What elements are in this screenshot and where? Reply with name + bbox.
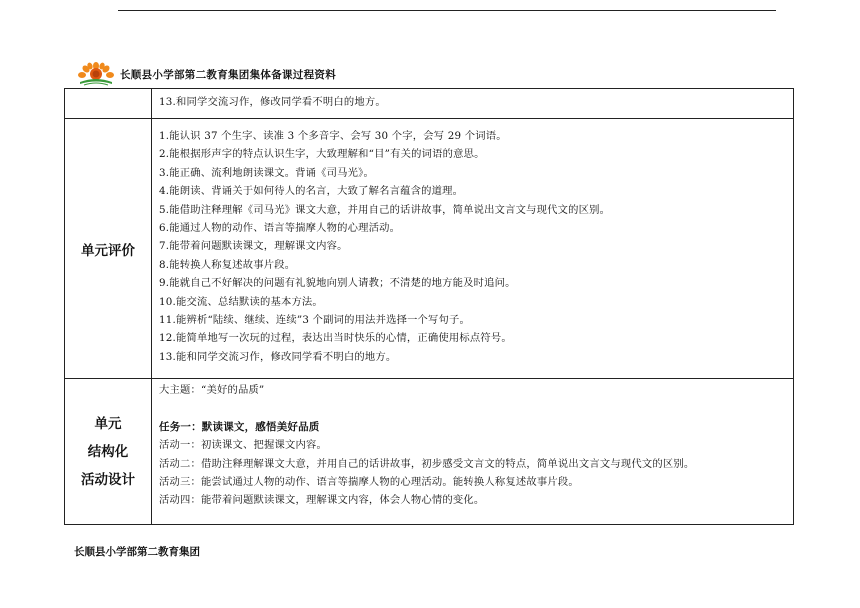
- list-item: 4.能朗读、背诵关于如何待人的名言，大致了解名言蕴含的道理。: [159, 185, 464, 198]
- list-item: 活动二：借助注释理解课文大意，并用自己的话讲故事，初步感受文言文的特点，简单说出文言文与现代文的区别。: [159, 457, 695, 470]
- unit-evaluation-content: [152, 119, 794, 379]
- list-item: 1.能认识 37 个生字、读准 3 个多音字、会写 30 个字，会写 29 个词语。: [159, 130, 507, 142]
- row-top-label: [65, 89, 152, 119]
- list-item: 3.能正确、流利地朗读课文。背诵《司马光》。: [159, 166, 375, 179]
- activity-design-label: [65, 379, 152, 525]
- header-title: 长顺县小学部第二教育集团集体备课过程资料: [120, 69, 336, 81]
- unit-evaluation-label: 单元评价: [65, 119, 152, 379]
- lesson-table: [64, 88, 794, 525]
- table-row-evaluation: [65, 119, 794, 379]
- list-item: 活动三：能尝试通过人物的动作、语言等揣摩人物的心理活动。能转换人称复述故事片段。: [159, 475, 579, 488]
- list-item: 活动一：初读课文、把握课文内容。: [159, 439, 327, 452]
- blank-line: [159, 399, 793, 417]
- table-row-top: [65, 89, 794, 119]
- list-item: 6.能通过人物的动作、语言等揣摩人物的心理活动。: [159, 221, 401, 234]
- page-header: [74, 62, 778, 86]
- header-rule: [118, 10, 776, 11]
- list-item: 13.能和同学交流习作，修改同学看不明白的地方。: [159, 350, 397, 363]
- list-item: 11.能辨析“陆续、继续、连续”3 个副词的用法并选择一个写句子。: [159, 313, 471, 326]
- activity-design-content: [152, 379, 794, 525]
- page-footer: 长顺县小学部第二教育集团: [74, 546, 200, 558]
- list-item: 10.能交流、总结默读的基本方法。: [159, 295, 323, 308]
- label-line: 活动设计: [81, 471, 135, 488]
- list-item: 5.能借助注释理解《司马光》课文大意，并用自己的话讲故事，简单说出文言文与现代文的区别。: [159, 203, 611, 216]
- label-line: 结构化: [87, 443, 129, 460]
- label-line: 单元: [94, 415, 122, 432]
- list-item: 2.能根据形声字的特点认识生字，大致理解和“目”有关的词语的意思。: [159, 148, 485, 161]
- row-top-content: [152, 89, 794, 119]
- theme-text: 大主题：“美好的品质”: [159, 384, 265, 396]
- list-item: 7.能带着问题默读课文，理解课文内容。: [159, 240, 348, 253]
- list-item: 活动四：能带着问题默读课文，理解课文内容，体会人物心情的变化。: [159, 494, 485, 507]
- list-item: 8.能转换人称复述故事片段。: [159, 258, 296, 271]
- task-heading: 任务一：默读课文，感悟美好品质: [159, 420, 320, 433]
- list-item: 9.能就自己不好解决的问题有礼貌地向别人请教；不清楚的地方能及时追问。: [159, 277, 516, 290]
- list-item: 12.能简单地写一次玩的过程，表达出当时快乐的心情，正确使用标点符号。: [159, 332, 512, 345]
- sunflower-logo-icon: [74, 62, 118, 86]
- list-item: 13.和同学交流习作，修改同学看不明白的地方。: [159, 96, 386, 108]
- table-row-activity: [65, 379, 794, 525]
